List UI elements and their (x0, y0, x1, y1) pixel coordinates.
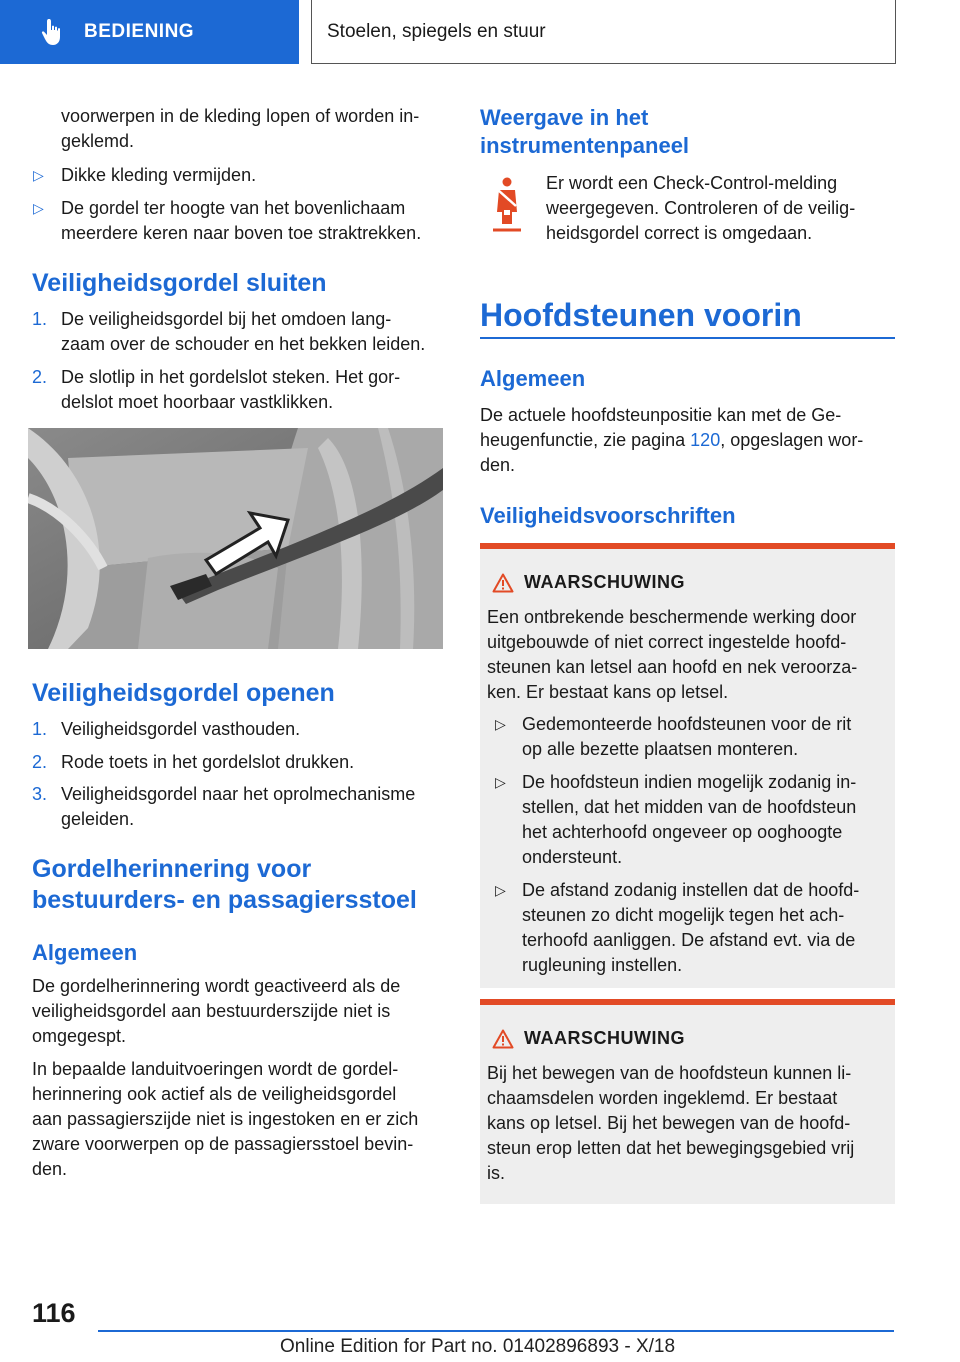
warning-title: WAARSCHUWING (524, 1028, 685, 1048)
step-item: 2. Rode toets in het gordelslot drukken. (32, 752, 355, 772)
page-number: 116 (32, 1298, 76, 1328)
seatbelt-buckle-photo (28, 428, 443, 649)
triangle-bullet-icon: ▷ (33, 167, 44, 183)
section-tab (0, 0, 299, 64)
list-item: ▷ De afstand zodanig instellen dat de hoofd- steunen zo dicht mogelijk tegen het ach- terhoofd aanliggen. De afstand evt. via de rugleuning instellen. (494, 878, 889, 978)
page-reference-link[interactable]: 120 (690, 430, 721, 450)
list-item: ▷ Dikke kleding vermijden. (32, 163, 445, 188)
triangle-bullet-icon: ▷ (495, 774, 506, 790)
warning-text: Bij het bewegen van de hoofdsteun kunnen li- chaamsdelen worden ingeklemd. Er bestaat kans op letsel. Bij het bewegen van de hoofd- steun erop letten dat het bewegingsgebied vrij is. (487, 1063, 855, 1183)
warning-box (480, 543, 895, 988)
step-item: 3. Veiligheidsgordel naar het oprolmechanisme geleiden. (32, 784, 416, 829)
subheading-safety: Veiligheidsvoorschriften (480, 503, 736, 528)
subheading-general: Algemeen (480, 366, 586, 391)
general-paragraph: In bepaalde landuitvoeringen wordt de gordel- herinnering ook actief als de veiligheidsgordel aan passagierszijde niet is ingestoken en er zich zware voorwerpen op de passagiersstoel bevin- den. (32, 1059, 419, 1179)
general-paragraph: De gordelherinnering wordt geactiveerd als de veiligheidsgordel aan bestuurderszijde niet is omgegespt. (32, 976, 401, 1046)
list-item: ▷ De gordel ter hoogte van het bovenlichaam meerdere keren naar boven toe straktrekken. (32, 196, 445, 246)
warning-title: WAARSCHUWING (524, 572, 685, 592)
instrument-display-text: Er wordt een Check-Control-melding weergegeven. Controleren of de veilig- heidsgordel correct is omgedaan. (546, 173, 856, 243)
warning-box (480, 999, 895, 1204)
subheading-general: Algemeen (32, 940, 138, 965)
chapter-heading-headrests: Hoofdsteunen voorin (480, 297, 802, 333)
section-heading-close-belt: Veiligheidsgordel sluiten (32, 269, 327, 297)
step-item: 2. De slotlip in het gordelslot steken. Het gor- delslot moet hoorbaar vastklikken. (32, 367, 401, 412)
seatbelt-warning-icon (492, 176, 522, 232)
step-item: 1. De veiligheidsgordel bij het omdoen lang- zaam over de schouder en het bekken leiden. (32, 309, 426, 354)
section-tab-label: BEDIENING (84, 21, 195, 42)
triangle-bullet-icon: ▷ (495, 882, 506, 898)
list-item: ▷ Gedemonteerde hoofdsteunen voor de rit op alle bezette plaatsen monteren. (494, 712, 889, 762)
warning-triangle-icon (492, 573, 514, 593)
warning-triangle-icon (492, 1029, 514, 1049)
step-item: 1. Veiligheidsgordel vasthouden. (32, 719, 301, 739)
subheading-instrument-display: Weergave in het instrumentenpaneel (480, 105, 690, 158)
footer-divider (98, 1330, 894, 1332)
heading-divider (480, 337, 895, 339)
section-heading-belt-reminder: Gordelherinnering voor bestuurders- en passagiersstoel (32, 855, 417, 914)
list-item: ▷ De hoofdsteun indien mogelijk zodanig in- stellen, dat het midden van de hoofdsteun het achterhoofd ongeveer op ooghoogte ondersteunt. (494, 770, 889, 870)
intro-text: voorwerpen in de kleding lopen of worden in- geklemd. (61, 106, 420, 151)
edition-footer: Online Edition for Part no. 01402896893 - X/18 (280, 1336, 676, 1357)
headrest-general-text: De actuele hoofdsteunpositie kan met de Ge- heugenfunctie, zie pagina 120, opgeslagen wor- den. (480, 405, 864, 475)
section-heading-open-belt: Veiligheidsgordel openen (32, 679, 335, 707)
warning-text: Een ontbrekende beschermende werking door uitgebouwde of niet correct ingestelde hoofd- steunen kan letsel aan hoofd en nek veroorza- ken. Er bestaat kans op letsel. (487, 607, 858, 702)
triangle-bullet-icon: ▷ (33, 200, 44, 216)
chapter-title: Stoelen, spiegels en stuur (311, 0, 896, 64)
triangle-bullet-icon: ▷ (495, 716, 506, 732)
touch-hand-icon (40, 17, 66, 47)
